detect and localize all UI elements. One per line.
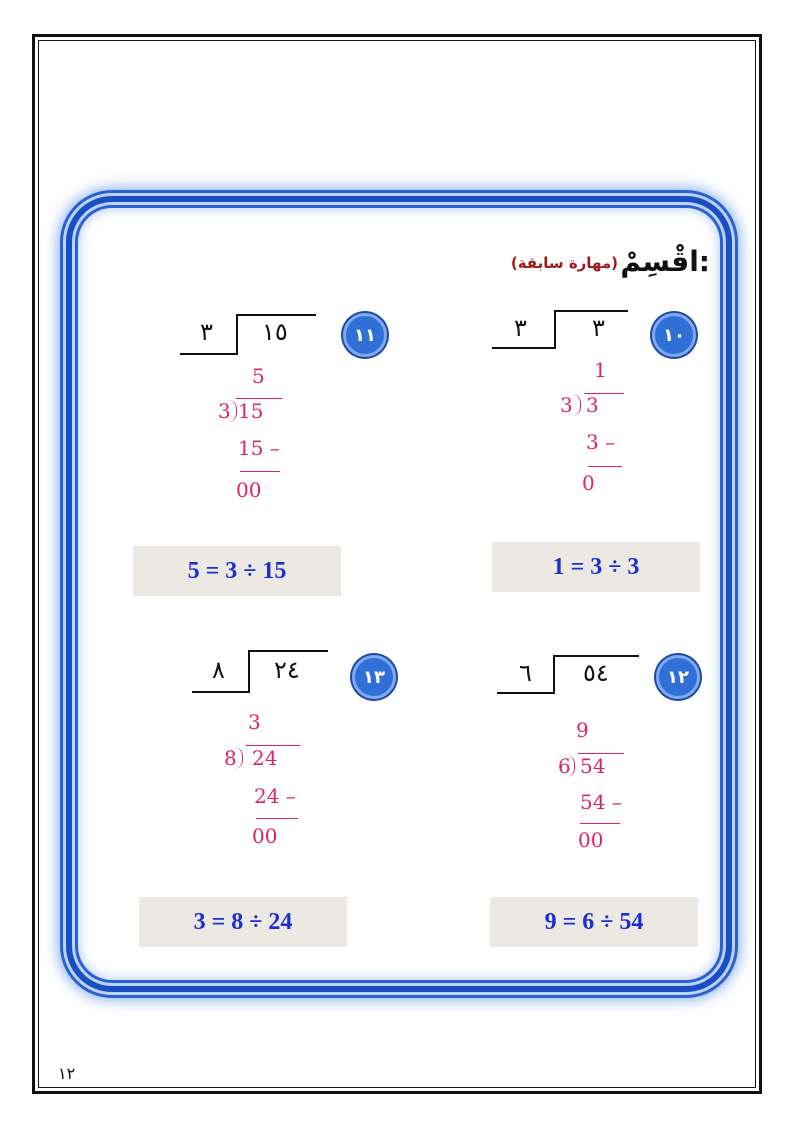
work-divisor: 6 <box>558 754 571 778</box>
page-number: ١٢ <box>58 1064 76 1083</box>
long-division-work <box>222 710 302 850</box>
quotient: 1 <box>594 358 607 382</box>
divisor: ٨ <box>212 656 225 684</box>
dividend: ١٥ <box>262 318 288 346</box>
quotient: 5 <box>252 364 265 388</box>
work-subtract: 24 – <box>254 784 296 808</box>
division-problem <box>178 314 328 354</box>
dividend: ٥٤ <box>583 659 609 687</box>
long-division-work <box>556 358 636 498</box>
long-division-work <box>556 718 636 858</box>
work-divisor: 3 <box>560 393 573 417</box>
dividend: ٢٤ <box>274 656 300 684</box>
answer-box: 9 = 6 ÷ 54 <box>490 897 698 947</box>
problem-number-badge: ١٠ <box>652 313 696 357</box>
heading-subtitle: (مهارة سابقة) <box>510 254 618 272</box>
answer-box: 3 = 8 ÷ 24 <box>139 897 347 947</box>
quotient: 9 <box>576 718 589 742</box>
problem-number-badge: ١٣ <box>352 655 396 699</box>
division-problem <box>490 310 640 350</box>
heading-title: اقْسِمْ: <box>620 245 710 278</box>
work-subtract: 3 – <box>586 430 616 454</box>
answer-box: 5 = 3 ÷ 15 <box>133 546 341 596</box>
divisor: ٣ <box>200 318 213 346</box>
divisor: ٦ <box>519 659 532 687</box>
problem-number-badge: ١٢ <box>656 655 700 699</box>
dividend: ٣ <box>592 314 605 342</box>
problem-number-badge: ١١ <box>343 313 387 357</box>
work-dividend: 24 <box>252 746 278 770</box>
work-divisor: 8 <box>224 746 237 770</box>
divisor: ٣ <box>514 314 527 342</box>
work-subtract: 54 – <box>580 790 622 814</box>
quotient: 3 <box>248 710 261 734</box>
remainder: 0 <box>582 471 595 495</box>
remainder: 00 <box>252 824 278 848</box>
long-division-work <box>214 364 294 504</box>
remainder: 00 <box>236 478 262 502</box>
work-subtract: 15 – <box>238 436 280 460</box>
answer-box: 1 = 3 ÷ 3 <box>492 542 700 592</box>
work-dividend: 54 <box>580 754 606 778</box>
remainder: 00 <box>578 828 604 852</box>
work-dividend: 3 <box>586 393 599 417</box>
work-dividend: 15 <box>238 399 264 423</box>
division-problem <box>495 655 645 695</box>
section-heading <box>490 245 710 285</box>
division-problem <box>190 650 340 690</box>
work-divisor: 3 <box>218 399 231 423</box>
